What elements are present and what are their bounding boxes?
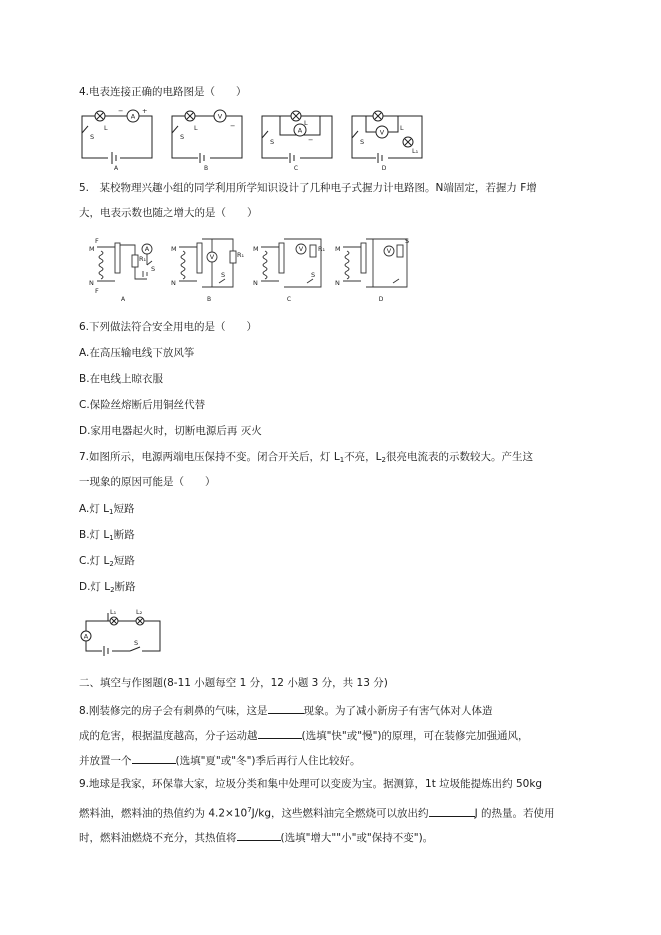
q5c-n: N — [253, 279, 258, 287]
q4d-lamp2-label: L₁ — [412, 147, 419, 155]
q4b-lamp-label: L — [194, 124, 198, 132]
q4b-minus: − — [230, 122, 236, 130]
q5b-voltmeter: V — [209, 253, 215, 261]
q4-circuit-c — [262, 111, 332, 163]
q4a-switch-label: S — [90, 133, 95, 141]
q4-option-c: C — [293, 165, 299, 170]
q5a-r1: R₁ — [139, 255, 147, 263]
q7-l1-label: L₁ — [110, 608, 117, 616]
q5d-s: S — [405, 237, 410, 245]
q5a-ammeter: A — [144, 245, 150, 253]
q9-line1: 9.地球是我家，环保靠大家，垃圾分类和集中处理可以变废为宝。据测算，1t 垃圾能提炼出约 50kg — [79, 778, 543, 790]
q4b-switch-label: S — [180, 133, 185, 141]
q5-circuit-d — [343, 237, 410, 287]
q5b-m: M — [171, 245, 177, 253]
q5c-s: S — [311, 271, 316, 279]
q4-circuit-d — [352, 111, 422, 163]
q5-circuit-b — [179, 239, 236, 287]
q4-option-d: D — [381, 165, 387, 170]
q4b-voltmeter-label: V — [217, 112, 223, 121]
q4c-minus: − — [308, 136, 314, 144]
q9-line3: 时，燃料油燃烧不充分，其热值将 (选填"增大""小"或"保持不变")。 — [79, 829, 433, 845]
q7-option-c: C.灯 $L_2$短路 — [79, 555, 135, 568]
q5c-voltmeter: V — [298, 245, 304, 253]
q4d-lamp-label: L — [400, 124, 404, 132]
q9-line2: 燃料油，燃料油的热值约为 $4.2\times 10^7J/kg$，这些燃料油完全燃烧可以放出约 J 的热量。若使用 — [79, 806, 555, 820]
q7-ammeter-label: A — [83, 632, 89, 641]
q7-option-b: B.灯 $L_1$断路 — [79, 529, 135, 542]
q5d-m: M — [335, 245, 341, 253]
q4c-lamp-label: L — [304, 119, 308, 127]
q5-stem-line1: 5. 某校物理兴趣小组的同学利用所学知识设计了几种电子式握力计电路图。N端固定，若握力 F增 — [79, 182, 537, 194]
section2-heading: 二、填空与作图题(8-11 小题每空 1 分，12 小题 3 分，共 13 分) — [79, 677, 388, 689]
q5-option-b: B — [206, 296, 212, 303]
q6-option-c: C.保险丝熔断后用铜丝代替 — [79, 399, 206, 411]
q6-option-d: D.家用电器起火时，切断电源后再 灭火 — [79, 425, 262, 437]
q5b-s: S — [221, 271, 226, 279]
q4d-voltmeter-label: V — [379, 128, 385, 137]
q5b-r1: R₁ — [237, 251, 245, 259]
q8-line2: 成的危害，根据温度越高，分子运动越 (选填"快"或"慢")的原理，可在装修完加强通风， — [79, 727, 529, 743]
q8-line1: 8.刚装修完的房子会有刺鼻的气味，这是 现象。为了减小新房子有害气体对人体造 — [79, 702, 493, 718]
q4-option-b: B — [203, 165, 209, 170]
q8-blank-3[interactable] — [132, 752, 176, 764]
q4c-ammeter-label: A — [297, 126, 303, 135]
q4c-switch-label: S — [270, 138, 275, 146]
q7-stem-line1: 7.如图所示，电源两端电压保持不变。闭合开关后，灯 $L_1$不亮，$L_2$很亮电流表的示数较大。产生这 — [79, 451, 534, 464]
q8-blank-1[interactable] — [268, 702, 304, 714]
q5-circuit-c — [261, 239, 321, 287]
q4a-lamp-label: L — [104, 124, 108, 132]
q5b-n: N — [171, 279, 176, 287]
q7-option-a: A.灯 $L_1$短路 — [79, 503, 135, 516]
q4a-ammeter-label: A — [130, 112, 136, 121]
q4-option-a: A — [113, 165, 119, 170]
q5d-voltmeter: V — [386, 247, 392, 255]
q8-line3: 并放置一个 (选填"夏"或"冬")季后再行人住比较好。 — [79, 752, 361, 768]
q6-option-a: A.在高压输电线下放风筝 — [79, 347, 195, 359]
q6-option-b: B.在电线上晾衣服 — [79, 373, 164, 385]
q9-blank-1[interactable] — [429, 805, 475, 817]
q5-option-d: D — [378, 296, 384, 303]
q7-circuit-figure — [78, 603, 168, 661]
q7-switch-label: S — [134, 639, 139, 647]
q5-option-c: C — [286, 296, 292, 303]
q5c-m: M — [253, 245, 259, 253]
q7-option-d: D.灯 $L_2$断路 — [79, 581, 136, 594]
q5-option-a: A — [120, 296, 126, 303]
q7-l2-label: L₂ — [136, 608, 143, 616]
q5-grip-meter-figures — [85, 235, 425, 305]
q5-stem-line2: 大，电表示数也随之增大的是（ ） — [79, 207, 258, 219]
q7-stem-line2: 一现象的原因可能是（ ） — [79, 476, 216, 488]
q5a-f-bottom: F — [95, 287, 99, 295]
q6-stem: 6.下列做法符合安全用电的是（ ） — [79, 321, 258, 333]
q5c-r1: R₁ — [318, 245, 326, 253]
q4-stem: 4.电表连接正确的电路图是（ ） — [79, 86, 247, 98]
q4a-plus: + — [142, 108, 148, 115]
q5a-n: N — [89, 279, 94, 287]
q4a-minus: − — [118, 108, 124, 115]
q8-blank-2[interactable] — [258, 727, 302, 739]
q5d-n: N — [335, 279, 340, 287]
q4-circuit-figures — [78, 108, 428, 170]
q9-blank-2[interactable] — [237, 829, 281, 841]
q5a-s: S — [151, 265, 156, 273]
q5a-f-top: F — [95, 237, 99, 245]
q4d-switch-label: S — [360, 138, 365, 146]
q5a-m: M — [89, 245, 95, 253]
